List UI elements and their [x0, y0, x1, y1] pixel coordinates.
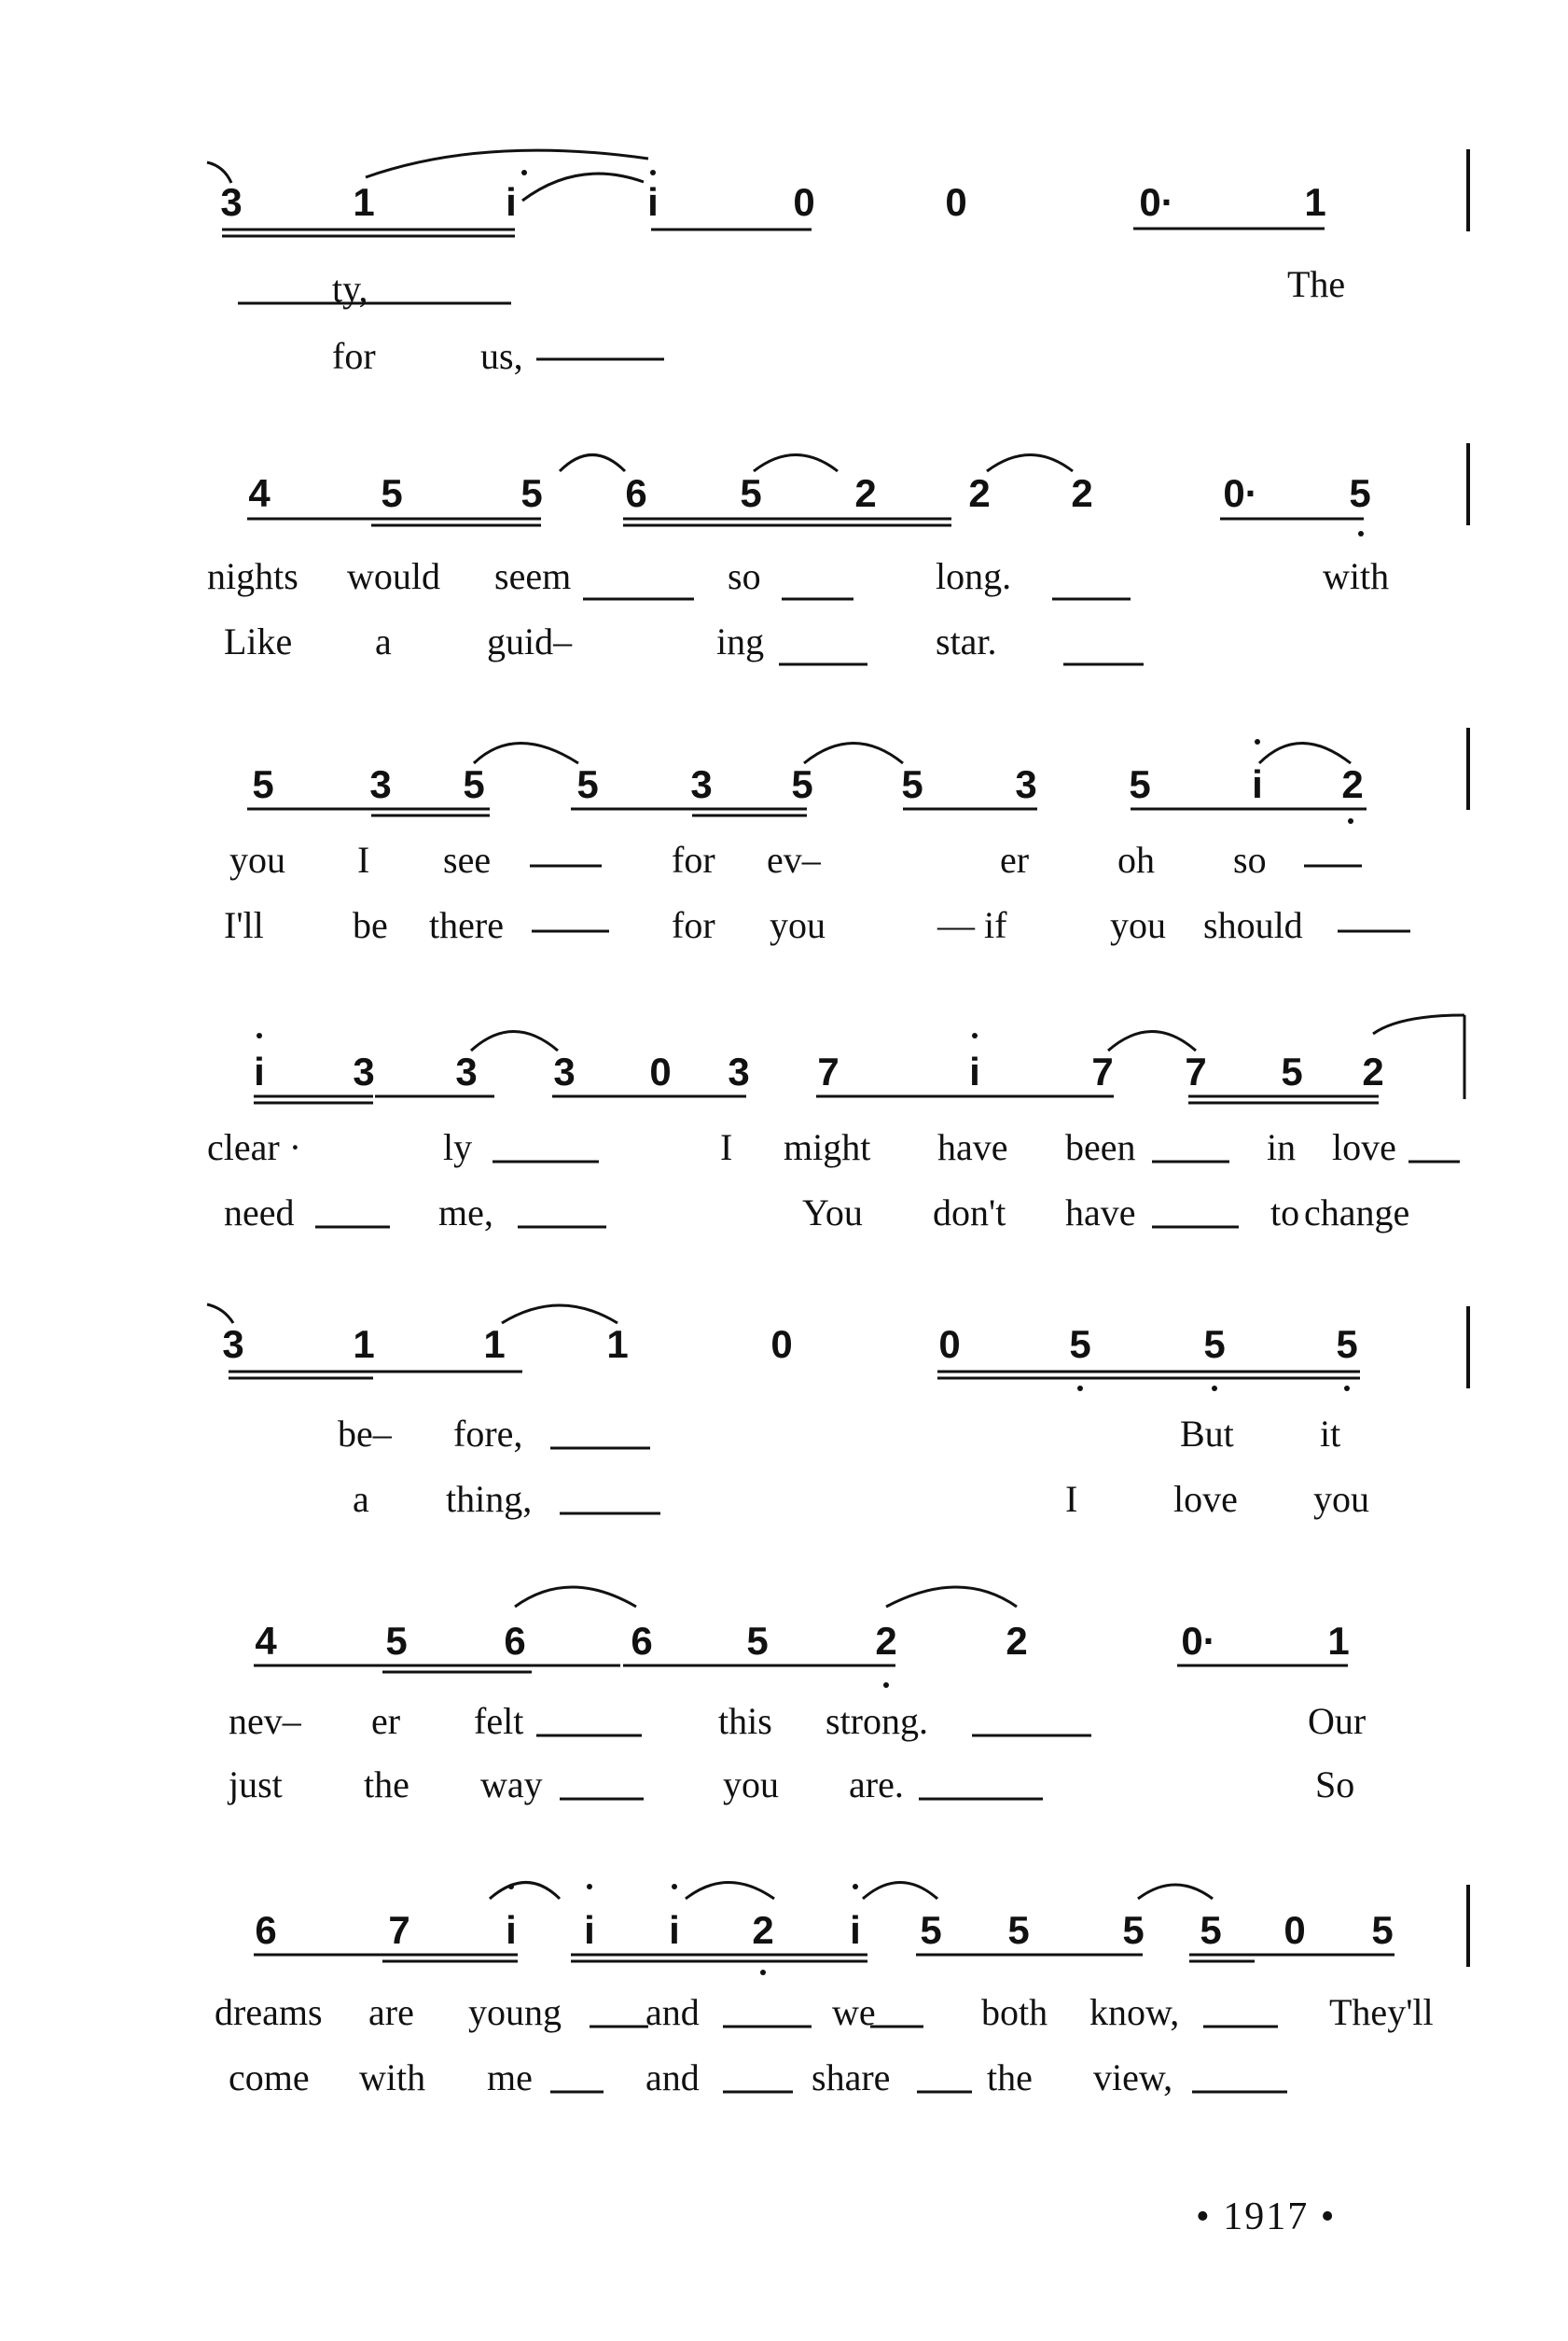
note: 7	[1091, 1050, 1114, 1094]
note: i	[1252, 762, 1263, 806]
lyric: don't	[933, 1191, 1006, 1233]
lyric: be	[353, 904, 388, 946]
lyric: ly	[443, 1126, 473, 1168]
bar-line	[1466, 443, 1470, 525]
note: 2	[875, 1619, 897, 1663]
note: 6	[255, 1908, 277, 1952]
note: 0	[649, 1050, 672, 1094]
lyric: way	[480, 1763, 543, 1805]
note: 0	[770, 1322, 793, 1366]
lyric: for	[672, 839, 715, 881]
lyric: dreams	[215, 1991, 323, 2033]
note: i	[969, 1050, 980, 1094]
note: 6	[504, 1619, 526, 1663]
note: 5	[1281, 1050, 1303, 1094]
note: 5	[1203, 1322, 1226, 1366]
note: 0·	[1223, 471, 1258, 515]
note: i	[647, 180, 659, 224]
note: i	[669, 1908, 680, 1952]
note: 0	[1284, 1908, 1306, 1952]
note: 5	[920, 1908, 942, 1952]
lyric: should	[1203, 904, 1303, 946]
lyric: clear ·	[207, 1126, 302, 1168]
note: 1	[606, 1322, 629, 1366]
lyric: share	[812, 2056, 891, 2098]
note: 5	[381, 471, 403, 515]
lyric: be–	[338, 1413, 392, 1455]
note: 0	[945, 180, 967, 224]
lyric: er	[371, 1700, 401, 1742]
note: 7	[817, 1050, 840, 1094]
bar-line	[1466, 149, 1470, 231]
lyric: have	[1065, 1191, 1136, 1233]
bar-line	[1466, 1306, 1470, 1388]
note: 2	[968, 471, 991, 515]
note: 3	[455, 1050, 478, 1094]
lyric: er	[1000, 839, 1030, 881]
note: 0·	[1181, 1619, 1216, 1663]
note: 2	[1341, 762, 1364, 806]
lyric: So	[1315, 1763, 1355, 1805]
lyric: thing,	[446, 1478, 533, 1520]
bar-line	[1466, 728, 1470, 810]
lyric: so	[728, 555, 761, 597]
bar-line	[1466, 1885, 1470, 1967]
lyric: you	[770, 904, 826, 946]
note: 5	[901, 762, 923, 806]
note: 5	[1129, 762, 1151, 806]
note: 7	[388, 1908, 410, 1952]
lyric: there	[429, 904, 504, 946]
note: 5	[746, 1619, 769, 1663]
lyric: love	[1332, 1126, 1396, 1168]
lyric: a	[375, 620, 392, 662]
lyric: love	[1173, 1478, 1238, 1520]
note: 3	[222, 1322, 244, 1366]
lyric: you	[229, 839, 285, 881]
lyric: star.	[936, 620, 997, 662]
lyric: nights	[207, 555, 298, 597]
lyric: have	[937, 1126, 1008, 1168]
note: 5	[385, 1619, 408, 1663]
lyric: guid–	[487, 620, 573, 662]
note: 2	[1362, 1050, 1384, 1094]
note: 4	[255, 1619, 277, 1663]
lyric: young	[468, 1991, 562, 2033]
page-number: • 1917 •	[1196, 2195, 1337, 2238]
lyric: both	[981, 1991, 1048, 2033]
lyric: with	[359, 2056, 426, 2098]
lyric: you	[723, 1763, 779, 1805]
lyric: are	[368, 1991, 414, 2033]
lyric: we	[832, 1991, 876, 2033]
note: 2	[1006, 1619, 1028, 1663]
lyric: would	[347, 555, 440, 597]
note: 3	[728, 1050, 750, 1094]
lyric: a	[353, 1478, 369, 1520]
lyric: with	[1323, 555, 1390, 597]
lyric: see	[443, 839, 492, 881]
lyric: I'll	[224, 904, 264, 946]
lyric: felt	[474, 1700, 524, 1742]
note: 3	[369, 762, 392, 806]
lyric: nev–	[229, 1700, 301, 1742]
lyric: and	[645, 1991, 700, 2033]
lyric: to	[1270, 1191, 1300, 1233]
lyric: ev–	[767, 839, 821, 881]
lyric: in	[1267, 1126, 1297, 1168]
lyric: The	[1287, 263, 1346, 305]
note: 6	[631, 1619, 653, 1663]
note: 2	[1071, 471, 1093, 515]
lyric: oh	[1117, 839, 1155, 881]
note: 5	[1007, 1908, 1030, 1952]
lyric: They'll	[1329, 1991, 1434, 2033]
lyric: us,	[480, 335, 523, 377]
lyric: Our	[1308, 1700, 1367, 1742]
note: 5	[740, 471, 762, 515]
lyric: and	[645, 2056, 700, 2098]
lyric: ty,	[332, 268, 368, 310]
note: i	[850, 1908, 861, 1952]
lyric: I	[1065, 1478, 1078, 1520]
note: 0	[793, 180, 815, 224]
lyric: me	[487, 2056, 533, 2098]
note: 3	[220, 180, 243, 224]
note: 3	[1015, 762, 1037, 806]
lyric: come	[229, 2056, 310, 2098]
lyric: But	[1180, 1413, 1234, 1455]
note: 2	[854, 471, 877, 515]
lyric: been	[1065, 1126, 1136, 1168]
note: 5	[1349, 471, 1371, 515]
lyric: you	[1313, 1478, 1369, 1520]
note: 7	[1185, 1050, 1207, 1094]
lyric: Like	[224, 620, 293, 662]
lyric: I	[357, 839, 370, 881]
lyric: this	[718, 1700, 772, 1742]
lyric: for	[332, 335, 376, 377]
note: 3	[553, 1050, 576, 1094]
note: 6	[625, 471, 647, 515]
note: 5	[791, 762, 813, 806]
lyric: seem	[494, 555, 572, 597]
note: 5	[1069, 1322, 1091, 1366]
note: 5	[1200, 1908, 1222, 1952]
note: i	[506, 180, 517, 224]
lyric: the	[364, 1763, 409, 1805]
lyric: it	[1320, 1413, 1341, 1455]
lyric: change	[1304, 1191, 1410, 1233]
lyric: are.	[849, 1763, 904, 1805]
lyric: for	[672, 904, 715, 946]
note: i	[506, 1908, 517, 1952]
lyric: the	[987, 2056, 1033, 2098]
note: 1	[353, 180, 375, 224]
note: i	[254, 1050, 265, 1094]
lyric: fore,	[453, 1413, 523, 1455]
note: 5	[1336, 1322, 1358, 1366]
note: 5	[252, 762, 274, 806]
lyric: I	[720, 1126, 733, 1168]
note: 5	[520, 471, 543, 515]
lyric: strong.	[826, 1700, 928, 1742]
note: 5	[576, 762, 599, 806]
note: 5	[1122, 1908, 1145, 1952]
note: 3	[690, 762, 713, 806]
note: 1	[483, 1322, 506, 1366]
lyric: view,	[1093, 2056, 1173, 2098]
note: 1	[1327, 1619, 1350, 1663]
lyric: you	[1110, 904, 1166, 946]
note: 5	[463, 762, 485, 806]
lyric: need	[224, 1191, 295, 1233]
note: 1	[1304, 180, 1326, 224]
note: i	[584, 1908, 595, 1952]
lyric: so	[1233, 839, 1267, 881]
note: 1	[353, 1322, 375, 1366]
note: 0·	[1139, 180, 1174, 224]
lyric: me,	[438, 1191, 493, 1233]
note: 0	[938, 1322, 961, 1366]
note: 4	[248, 471, 271, 515]
lyric: might	[784, 1126, 871, 1168]
lyric: You	[802, 1191, 863, 1233]
lyric: know,	[1089, 1991, 1180, 2033]
note: 3	[353, 1050, 375, 1094]
lyric: — if	[937, 904, 1007, 946]
lyric: ing	[716, 620, 765, 662]
note: 2	[752, 1908, 774, 1952]
lyric: just	[229, 1763, 283, 1805]
lyric: long.	[936, 555, 1012, 597]
note: 5	[1371, 1908, 1394, 1952]
